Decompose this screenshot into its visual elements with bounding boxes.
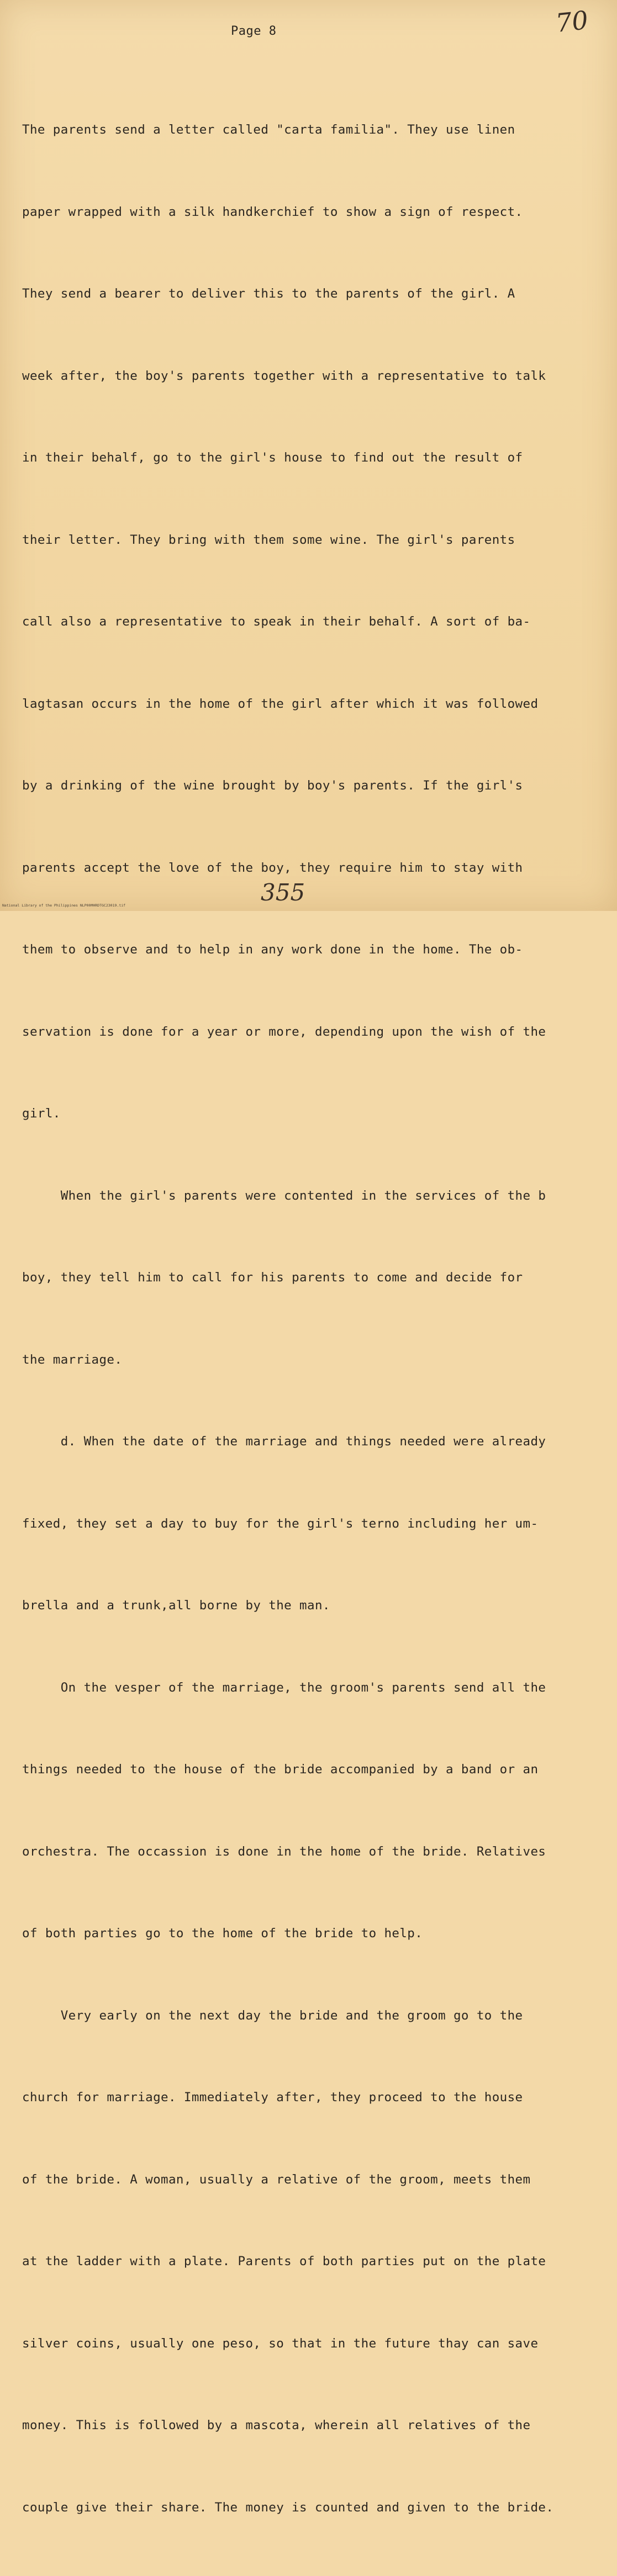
text-line: church for marriage. Immediately after, they proceed to the house	[22, 2090, 523, 2105]
archive-caption: National Library of the Philippines NLP00MHRDTGC23019.tif	[2, 903, 126, 908]
text-line: of the bride. A woman, usually a relative of the groom, meets them	[22, 2172, 531, 2187]
text-line: boy, they tell him to call for his parents to come and decide for	[22, 1270, 523, 1285]
text-line: their letter. They bring with them some wine. The girl's parents	[22, 532, 515, 547]
text-line: silver coins, usually one peso, so that in the future thay can save	[22, 2336, 539, 2351]
text-line: orchestra. The occassion is done in the home of the bride. Relatives	[22, 1844, 546, 1859]
text-line: money. This is followed by a mascota, wherein all relatives of the	[22, 2418, 531, 2432]
typed-body-text	[22, 62, 608, 2576]
text-line: fixed, they set a day to buy for the girl's terno including her um-	[22, 1516, 539, 1531]
handwritten-folio-number: 70	[554, 5, 590, 38]
text-line: couple give their share. The money is counted and given to the bride.	[22, 2500, 554, 2515]
text-line: paper wrapped with a silk handkerchief to show a sign of respect.	[22, 204, 523, 219]
text-line: the marriage.	[22, 1352, 123, 1367]
text-line: The parents send a letter called "carta familia". They use linen	[22, 123, 515, 137]
text-line: things needed to the house of the bride accompanied by a band or an	[22, 1762, 539, 1777]
text-line: lagtasan occurs in the home of the girl after which it was followed	[22, 696, 539, 711]
text-line: call also a representative to speak in their behalf. A sort of ba-	[22, 614, 531, 629]
text-line: in their behalf, go to the girl's house to find out the result of	[22, 450, 523, 465]
text-line: brella and a trunk,all borne by the man.	[22, 1598, 330, 1613]
text-line: by a drinking of the wine brought by boy's parents. If the girl's	[22, 778, 523, 793]
text-line: girl.	[22, 1106, 61, 1121]
page-header: Page 8	[231, 24, 277, 38]
text-line: They send a bearer to deliver this to the parents of the girl. A	[22, 287, 515, 301]
text-line: On the vesper of the marriage, the groom's parents send all the	[22, 1680, 546, 1695]
text-line: them to observe and to help in any work done in the home. The ob-	[22, 942, 523, 957]
text-line: Very early on the next day the bride and the groom go to the	[22, 2008, 523, 2023]
text-line: parents accept the love of the boy, they require him to stay with	[22, 860, 523, 875]
text-line: When the girl's parents were contented in the services of the b	[22, 1188, 546, 1203]
text-line: week after, the boy's parents together with a representative to talk	[22, 368, 546, 383]
text-line: servation is done for a year or more, depending upon the wish of the	[22, 1024, 546, 1039]
text-line: of both parties go to the home of the bride to help.	[22, 1926, 423, 1941]
text-line: d. When the date of the marriage and things needed were already	[22, 1434, 546, 1449]
text-line: at the ladder with a plate. Parents of both parties put on the plate	[22, 2254, 546, 2268]
handwritten-page-number: 355	[261, 879, 305, 906]
